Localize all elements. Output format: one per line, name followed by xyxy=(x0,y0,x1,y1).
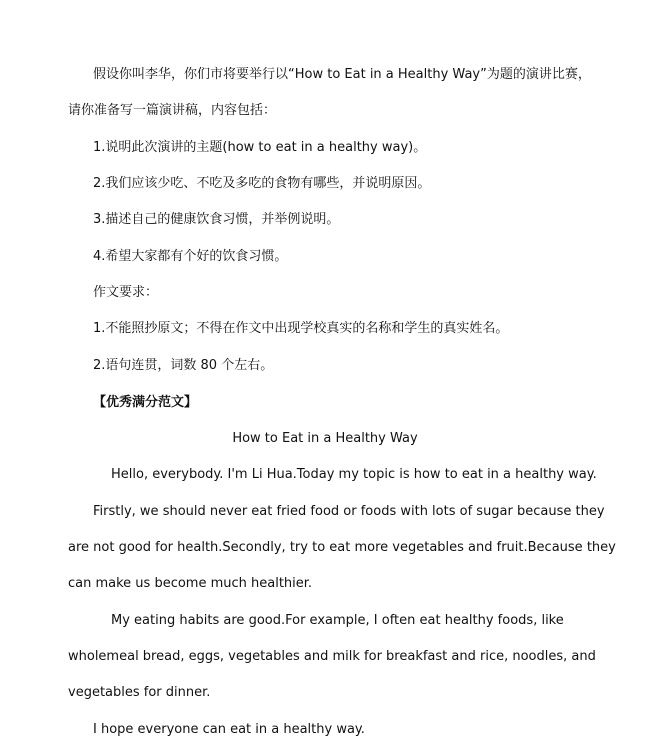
prompt-item-1: 1.说明此次演讲的主题(how to eat in a healthy way)。 xyxy=(93,140,427,155)
essay-line-7: vegetables for dinner. xyxy=(68,685,211,700)
prompt-line-2: 请你准备写一篇演讲稿，内容包括： xyxy=(68,103,277,118)
prompt-item-2: 2.我们应该少吃、不吃及多吃的食物有哪些，并说明原因。 xyxy=(93,176,431,191)
essay-line-2: Firstly, we should never eat fried food or foods with lots of sugar because they xyxy=(93,504,605,519)
essay-title: How to Eat in a Healthy Way xyxy=(232,431,418,446)
prompt-line-1: 假设你叫李华，你们市将要举行以“How to Eat in a Healthy Way”为题的演讲比赛， xyxy=(93,67,591,82)
requirement-item-2: 2.语句连贯，词数 80 个左右。 xyxy=(93,358,274,373)
model-essay-label: 【优秀满分范文】 xyxy=(93,395,198,410)
essay-line-4: can make us become much healthier. xyxy=(68,576,313,591)
essay-line-1: Hello, everybody. I'm Li Hua.Today my topic is how to eat in a healthy way. xyxy=(111,467,597,482)
essay-line-5: My eating habits are good.For example, I often eat healthy foods, like xyxy=(111,613,564,628)
prompt-item-3: 3.描述自己的健康饮食习惯，并举例说明。 xyxy=(93,212,340,227)
prompt-item-4: 4.希望大家都有个好的饮食习惯。 xyxy=(93,249,288,264)
essay-line-6: wholemeal bread, eggs, vegetables and milk for breakfast and rice, noodles, and xyxy=(68,649,596,664)
essay-line-8: I hope everyone can eat in a healthy way. xyxy=(93,722,365,737)
requirements-heading: 作文要求： xyxy=(93,285,159,300)
requirement-item-1: 1.不能照抄原文；不得在作文中出现学校真实的名称和学生的真实姓名。 xyxy=(93,321,509,336)
essay-line-3: are not good for health.Secondly, try to eat more vegetables and fruit.Because they xyxy=(68,540,616,555)
